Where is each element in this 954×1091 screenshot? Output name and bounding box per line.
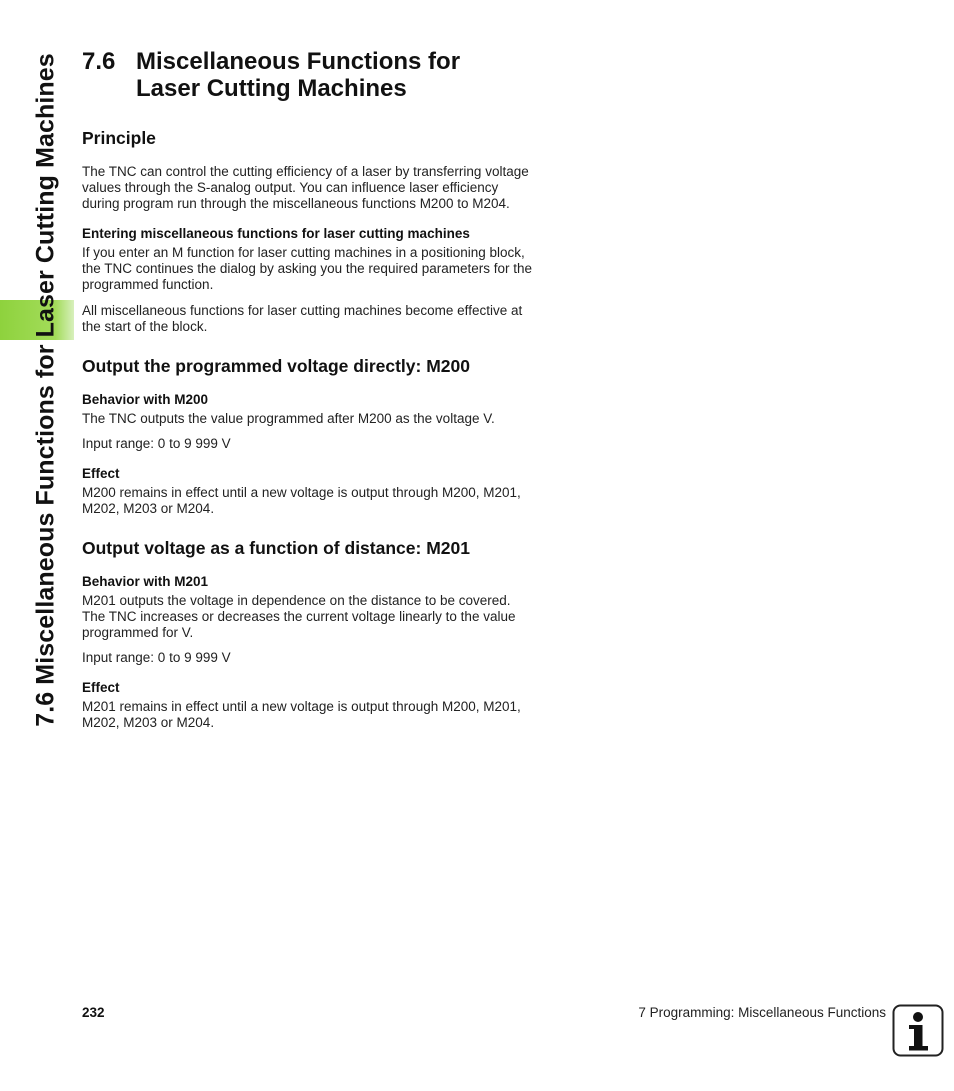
m200-behavior-text: The TNC outputs the value programmed after M200 as the voltage V. [82,411,495,426]
m201-behavior-heading: Behavior with M201 [82,574,209,589]
m201-input-range: Input range: 0 to 9 999 V [82,650,231,665]
m201-effect-text: M201 remains in effect until a new voltage is output through M200, M201, M202, M203 or M204. [82,699,521,730]
footer-chapter-title: 7 Programming: Miscellaneous Functions [638,1005,886,1020]
m200-effect-text: M200 remains in effect until a new voltage is output through M200, M201, M202, M203 or M204. [82,485,521,516]
m200-input-range: Input range: 0 to 9 999 V [82,436,231,451]
section-title-line1: Miscellaneous Functions for [136,48,461,75]
m200-behavior-heading: Behavior with M200 [82,392,209,407]
principle-paragraph-3: All miscellaneous functions for laser cutting machines become effective at the start of the block. [82,303,523,334]
principle-paragraph-2: If you enter an M function for laser cutting machines in a positioning block, the TNC continues the dialog by asking you the required parameters for the programmed function. [82,245,533,292]
page-number: 232 [82,1005,105,1020]
section-heading [82,48,532,102]
m201-heading: Output voltage as a function of distance: M201 [82,538,470,558]
page-content [82,48,532,731]
sidebar-section-title [26,50,66,730]
section-number: 7.6 [82,48,116,75]
m200-heading: Output the programmed voltage directly: M200 [82,356,470,376]
info-icon [892,1004,944,1057]
principle-heading: Principle [82,128,156,148]
m201-effect-heading: Effect [82,680,120,695]
m200-effect-heading: Effect [82,466,120,481]
section-title-line2: Laser Cutting Machines [136,75,407,102]
section-title [136,48,460,102]
principle-paragraph-1: The TNC can control the cutting efficiency of a laser by transferring voltage values through the S-analog output. You can influence laser efficiency during program run through the miscellaneous functions M200 to M204. [82,164,529,211]
sidebar-title-text: 7.6 Miscellaneous Functions for Laser Cutting Machines [31,53,60,727]
m201-behavior-text: M201 outputs the voltage in dependence on the distance to be covered. The TNC increases or decreases the current voltage linearly to the value programmed for V. [82,593,516,640]
entering-functions-heading: Entering miscellaneous functions for laser cutting machines [82,226,470,241]
